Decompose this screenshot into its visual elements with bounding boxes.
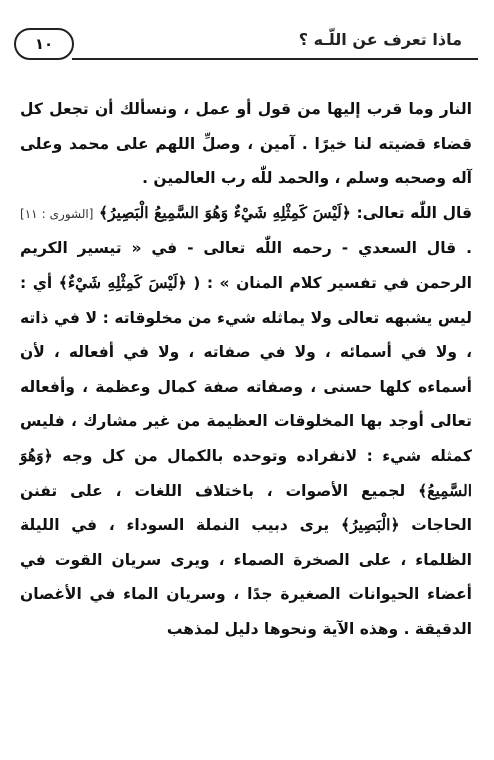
commentary-text-d: يرى دبيب النملة السوداء ، في الليلة الظلماء ، على الصخرة الصماء ، ويرى سريان القوت في أعضاء الحيوانات الصغيرة جدًا ، وسريان الماء في الأغصان الدقيقة . وهذه الآية ونحوها دليل لمذهب [20,516,472,638]
commentary-text-c: لجميع الأصوات ، باختلاف اللغات ، على تفنن الحاجات [20,481,472,535]
verse-reference: [الشورى : ١١] [20,206,94,221]
commentary-text-b: أي : ليس يشبهه تعالى ولا يماثله شيء من مخلوقاته : لا في ذاته ، ولا في أسمائه ، ولا في صفاته ، ولا في أفعاله ، لأن أسماءه كلها حسنى ، وصفاته صفة كمال وعظمة ، وأفعاله تعالى أوجد بها المخلوقات العظيمة من غير مشارك ، فليس كمثله شيء : لانفراده وتوحده بالكمال من كل وجه [20,273,472,465]
page-number: ١٠ [14,28,74,60]
header-divider [72,58,478,60]
commentary-text-a: . قال السعدي - رحمه اللّٰه تعالى - في « تيسير الكريم الرحمن في تفسير كلام المنان » : ( [20,239,472,292]
verse-intro: قال اللّٰه تعالى: [356,203,473,222]
running-title: ماذا تعرف عن اللّـه ؟ [298,30,462,49]
paragraph-commentary [20,196,472,647]
quran-verse-quote-3: ﴿الْبَصِيرُ﴾ [341,515,400,535]
quran-verse-quote-2: ﴿وَهُوَ السَّمِيعُ﴾ [20,445,472,500]
body-text [20,92,472,647]
page-header [14,28,478,64]
quran-verse-quote-1: ﴿لَيْسَ كَمِثْلِهِ شَيْءٌ﴾ [58,272,187,292]
paragraph-closing-prayer: النار وما قرب إليها من قول أو عمل ، ونسألك أن تجعل كل قضاء قضيته لنا خيرًا . آمين ، وصلِّ اللهم على محمد وعلى آله وصحبه وسلم ، والحمد للّٰه رب العالمين . [20,100,472,188]
quran-verse: ﴿لَيْسَ كَمِثْلِهِ شَيْءٌ وَهُوَ السَّمِيعُ الْبَصِيرُ﴾ [99,202,351,222]
